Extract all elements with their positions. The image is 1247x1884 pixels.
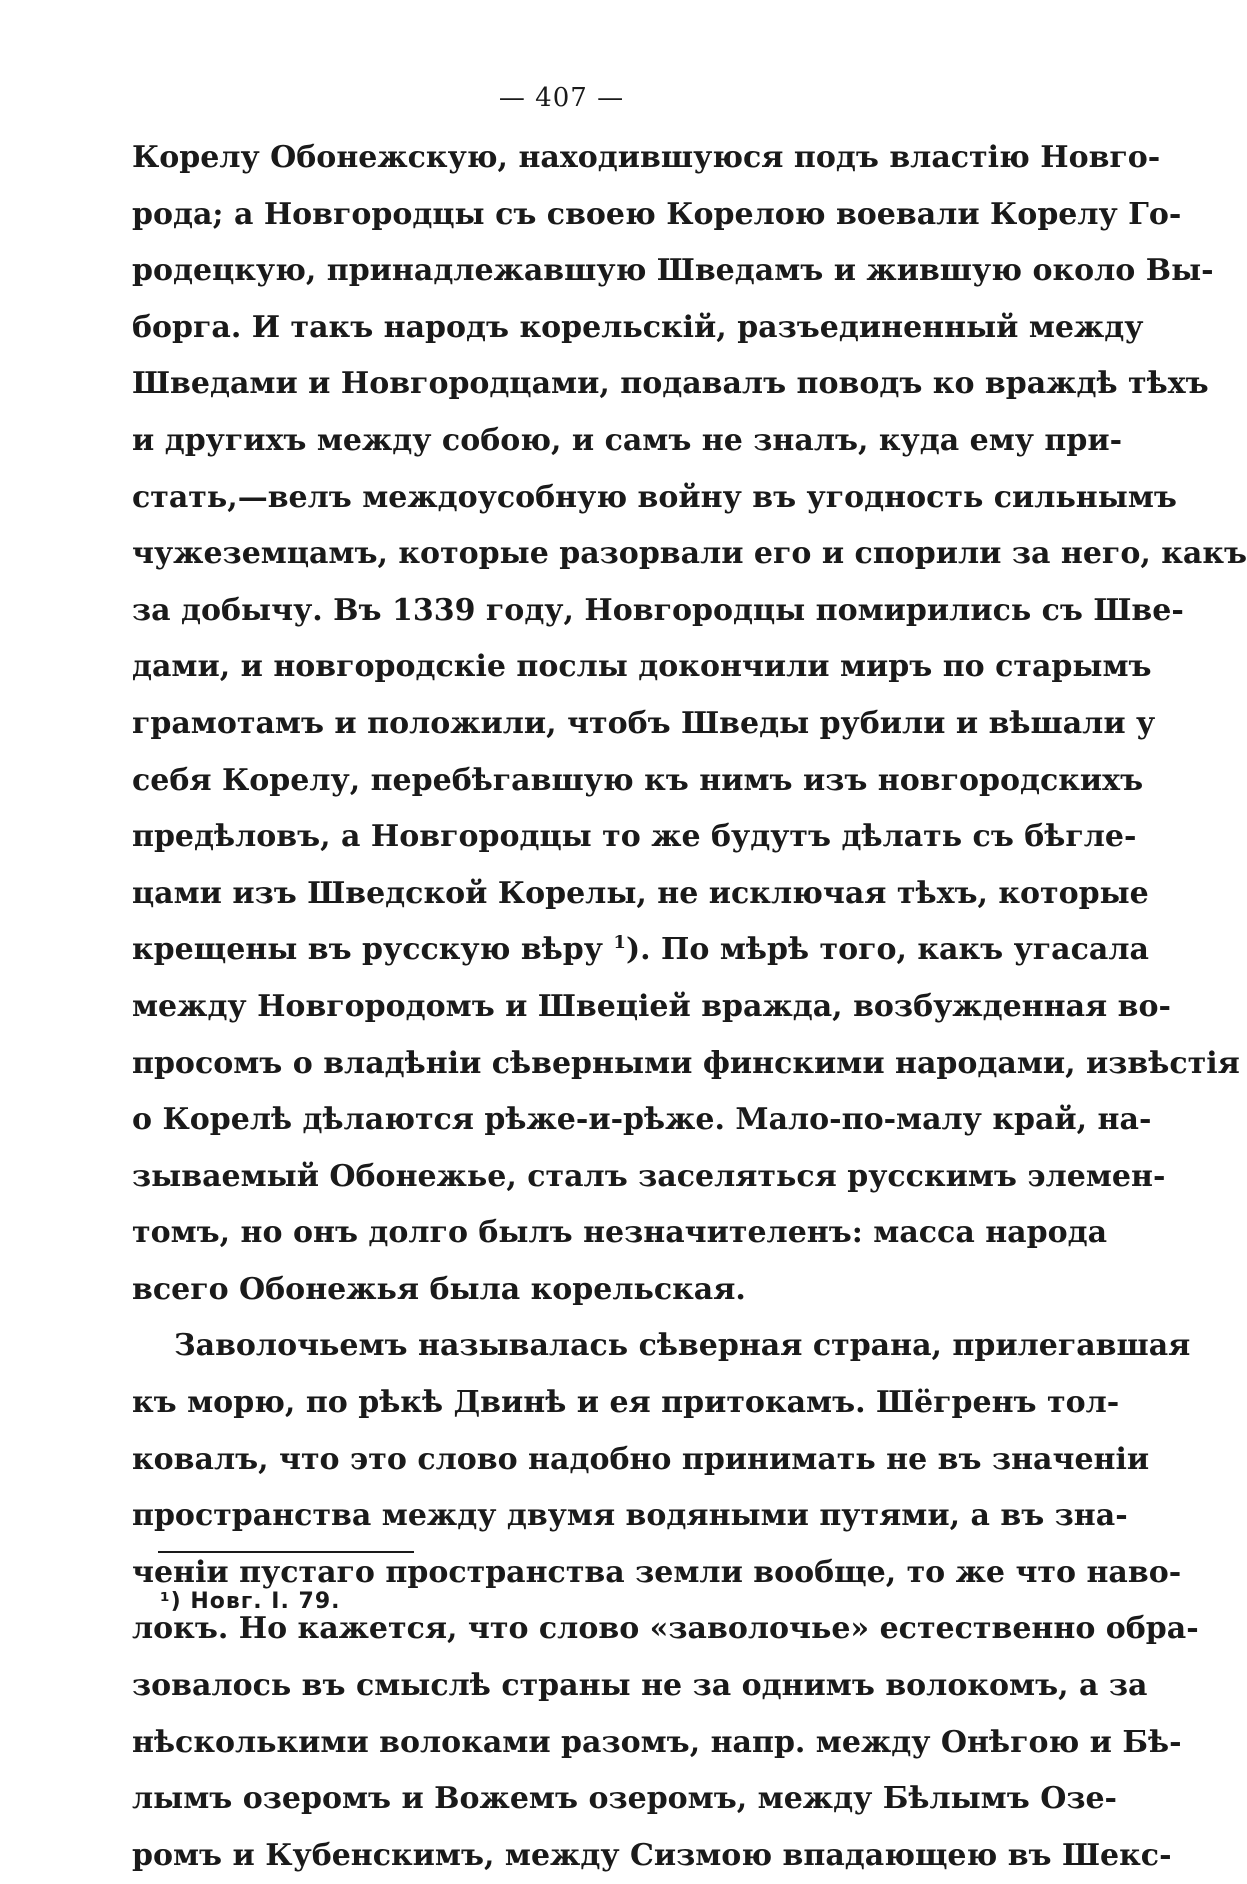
text-line: о Корелѣ дѣлаются рѣже-и-рѣже. Мало-по-малу край, на- — [132, 1102, 1152, 1138]
text-line: грамотамъ и положили, чтобъ Шведы рубили и вѣшали у — [132, 705, 1156, 741]
text-line: борга. И такъ народъ корельскій, разъединенный между — [132, 309, 1144, 345]
text-line: и другихъ между собою, и самъ не зналъ, куда ему при- — [132, 422, 1123, 458]
text-line: Шведами и Новгородцами, подавалъ поводъ ко враждѣ тѣхъ — [132, 366, 1209, 402]
text-line: къ морю, по рѣкѣ Двинѣ и ея притокамъ. Шёгренъ тол- — [132, 1385, 1120, 1421]
page-number: — 407 — — [498, 83, 625, 113]
text-line: томъ, но онъ долго былъ незначителенъ: масса народа — [132, 1215, 1108, 1251]
text-line: Заволочьемъ называлась сѣверная страна, прилегавшая — [174, 1328, 1191, 1364]
text-fragment: ). По мѣрѣ того, какъ угасала — [625, 932, 1149, 968]
text-line: чужеземцамъ, которые разорвали его и спорили за него, какъ — [132, 536, 1247, 572]
text-line: пространства между двумя водяными путями, а въ зна- — [132, 1498, 1128, 1534]
text-fragment: крещены въ русскую вѣру — [132, 932, 603, 968]
text-line: родецкую, принадлежавшую Шведамъ и жившую около Вы- — [132, 253, 1214, 289]
text-line: себя Корелу, перебѣгавшую къ нимъ изъ новгородскихъ — [132, 762, 1144, 798]
text-line: лымъ озеромъ и Вожемъ озеромъ, между Бѣлымъ Озе- — [132, 1781, 1118, 1817]
text-line: ковалъ, что это слово надобно принимать не въ значеніи — [132, 1441, 1150, 1477]
text-line: зовалось въ смыслѣ страны не за однимъ волокомъ, а за — [132, 1668, 1148, 1704]
text-line: рода; а Новгородцы съ своею Корелою воевали Корелу Го- — [132, 196, 1182, 232]
text-line: ченіи пустаго пространства земли вообще, то же что наво- — [132, 1554, 1182, 1590]
text-line: локъ. Но кажется, что слово «заволочье» естественно обра- — [132, 1611, 1199, 1647]
text-line: стать,—велъ междоусобную войну въ угодность сильнымъ — [132, 479, 1177, 515]
text-line: просомъ о владѣніи сѣверными финскими народами, извѣстія — [132, 1045, 1240, 1081]
text-line: Корелу Обонежскую, находившуюся подъ властію Новго- — [132, 140, 1161, 175]
text-line: всего Обонежья была корельская. — [132, 1271, 746, 1307]
footnote-divider — [158, 1551, 414, 1553]
text-line: нѣсколькими волоками разомъ, напр. между Онѣгою и Бѣ- — [132, 1724, 1182, 1760]
text-line: зываемый Обонежье, сталъ заселяться русскимъ элемен- — [132, 1158, 1166, 1194]
text-line: дами, и новгородскіе послы докончили миръ по старымъ — [132, 649, 1152, 685]
text-line: цами изъ Шведской Корелы, не исключая тѣхъ, которые — [132, 875, 1149, 911]
text-line: за добычу. Въ 1339 году, Новгородцы помирились съ Шве- — [132, 592, 1184, 628]
text-line: ромъ и Кубенскимъ, между Сизмою впадающею въ Шекс- — [132, 1837, 1172, 1873]
text-line: между Новгородомъ и Швеціей вражда, возбужденная во- — [132, 988, 1171, 1024]
text-line-with-footnote — [132, 922, 1149, 979]
text-line: предѣловъ, а Новгородцы то же будутъ дѣлать съ бѣгле- — [132, 819, 1137, 855]
footnote: ¹) Новг. I. 79. — [160, 1589, 341, 1614]
footnote-reference: 1 — [613, 932, 626, 954]
